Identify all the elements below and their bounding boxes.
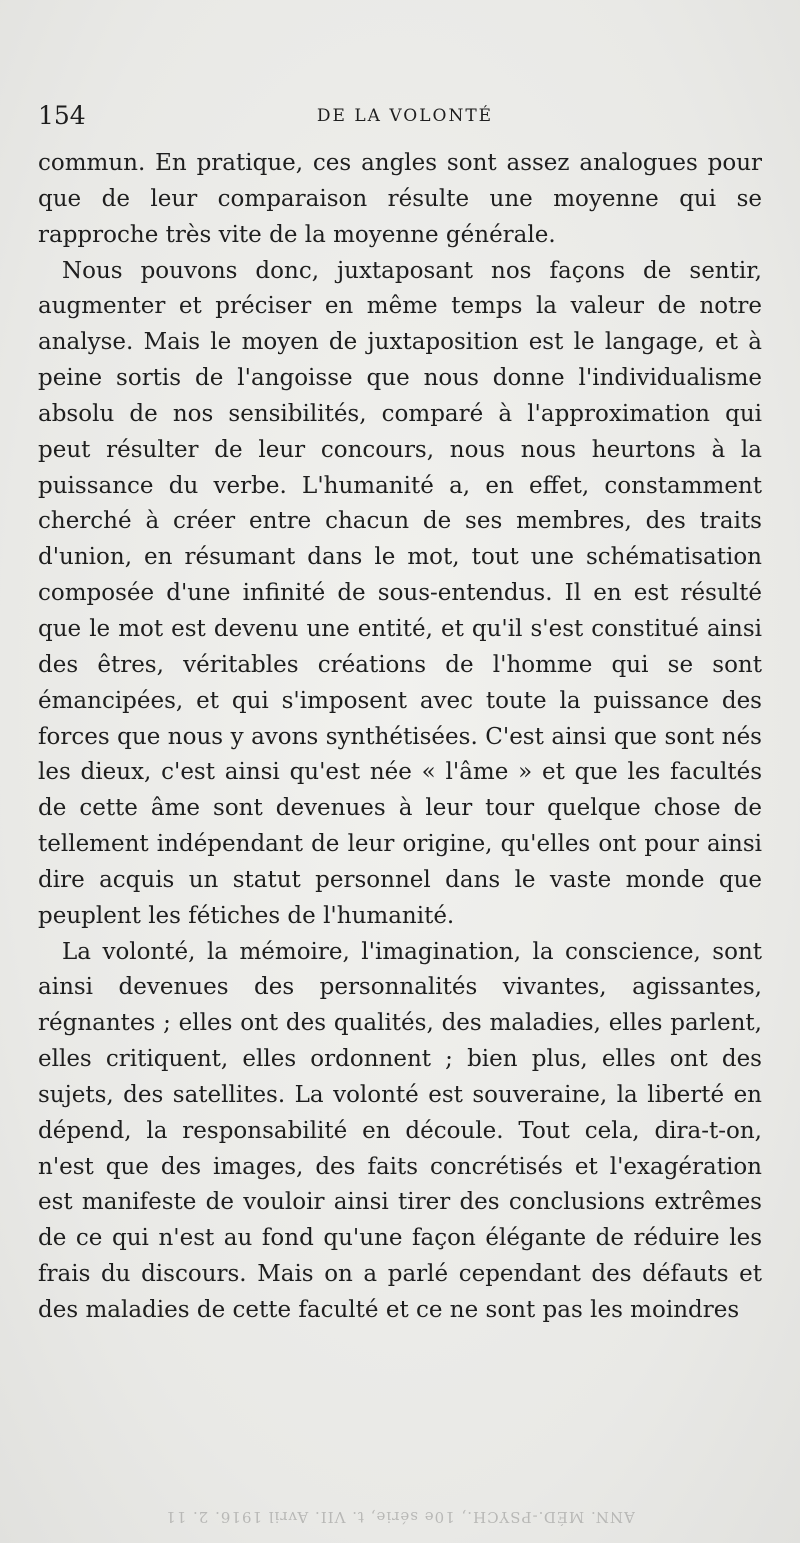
paragraph: La volonté, la mémoire, l'imagination, la conscience, sont ainsi devenues des personnalités vivantes, agissantes, régnantes ; elles ont des qualités, des maladies, elles parlent, elles critiquent, elles ordonnent ; bien plus, elles ont des sujets, des satellites. La volonté est souveraine, la liberté en dépend, la responsabilité en découle. Tout cela, dira-t-on, n'est que des images, des faits concrétisés et l'exagération est manifeste de vouloir ainsi tirer des conclusions extrêmes de ce qui n'est au fond qu'une façon élégante de réduire les frais du discours. Mais on a parlé cependant des défauts et des maladies de cette faculté et ce ne sont pas les moindres <box>38 938 762 1323</box>
body-text <box>38 146 762 1329</box>
paragraph-continuation: commun. En pratique, ces angles sont assez analogues pour que de leur comparaison résulte une moyenne qui se rapproche très vite de la moyenne générale. <box>38 150 762 248</box>
page-number: 154 <box>38 101 86 130</box>
running-title: DE LA VOLONTÉ <box>316 106 494 126</box>
page-header <box>38 98 762 134</box>
paragraph: Nous pouvons donc, juxtaposant nos façons de sentir, augmenter et préciser en même temps la valeur de notre analyse. Mais le moyen de juxtaposition est le langage, et à peine sortis de l'angoisse que nous donne l'individualisme absolu de nos sensibilités, comparé à l'approximation qui peut résulter de leur concours, nous nous heurtons à la puissance du verbe. L'humanité a, en effet, constamment cherché à créer entre chacun de ses membres, des traits d'union, en résumant dans le mot, tout une schématisation composée d'une infinité de sous-entendus. Il en est résulté que le mot est devenu une entité, et qu'il s'est constitué ainsi des êtres, véritables créations de l'homme qui se sont émancipées, et qui s'imposent avec toute la puissance des forces que nous y avons synthétisées. C'est ainsi que sont nés les dieux, c'est ainsi qu'est née « l'âme » et que les facultés de cette âme sont devenues à leur tour quelque chose de tellement indépendant de leur origine, qu'elles ont pour ainsi dire acquis un statut personnel dans le vaste monde que peuplent les fétiches de l'humanité. <box>38 257 762 929</box>
show-through-footer: ANN. MÉD.-PSYCH., 10e série, t. VII. Avril 1916. 2. 11 <box>165 1508 635 1526</box>
